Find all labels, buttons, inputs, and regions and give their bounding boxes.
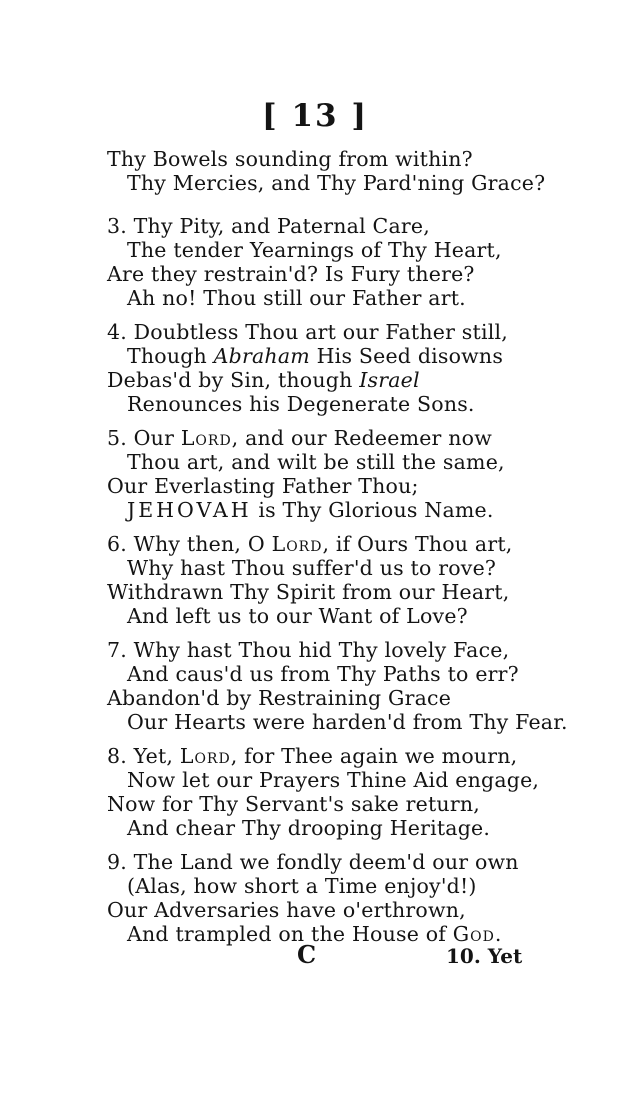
stanza-8-line-1 xyxy=(107,743,517,769)
stanza-6-line-1 xyxy=(107,531,513,557)
stanza-3-line-4: Ah no! Thou still our Father art. xyxy=(127,286,466,310)
stanza-5-line-4 xyxy=(127,497,494,523)
text-run: 8. Yet, xyxy=(107,744,180,768)
stanza-5-line-2: Thou art, and wilt be still the same, xyxy=(127,450,505,474)
text-run: , if Ours Thou art, xyxy=(322,532,513,556)
page-number: [ 13 ] xyxy=(262,98,369,134)
stanza-9-line-2: (Alas, how short a Time enjoy'd!) xyxy=(127,874,477,898)
stanza-4-line-1: 4. Doubtless Thou art our Father still, xyxy=(107,320,508,344)
stanza-4-line-3 xyxy=(107,367,420,393)
stanza-9-line-3: Our Adversaries have o'erthrown, xyxy=(107,898,466,922)
stanza-9-line-1: 9. The Land we fondly deem'd our own xyxy=(107,850,519,874)
stanza-7-line-3: Abandon'd by Restraining Grace xyxy=(107,686,452,710)
stanza-5-line-1 xyxy=(107,425,492,451)
stanza-3-line-2: The tender Yearnings of Thy Heart, xyxy=(127,238,502,262)
name-israel: Israel xyxy=(359,368,420,392)
text-run: 5. Our xyxy=(107,426,181,450)
text-run: , and our Redeemer now xyxy=(231,426,492,450)
stanza-3-line-3: Are they restrain'd? Is Fury there? xyxy=(107,262,475,286)
lord-small-caps: Lord xyxy=(180,426,232,450)
stanza-5-line-3: Our Everlasting Father Thou; xyxy=(107,474,419,498)
stanza-7-line-4: Our Hearts were harden'd from Thy Fear. xyxy=(127,710,568,734)
text-run: Debas'd by Sin, though xyxy=(107,368,360,392)
text-run: His Seed disowns xyxy=(309,344,504,368)
stanza-7-line-1: 7. Why hast Thou hid Thy lovely Face, xyxy=(107,638,510,662)
stanza-7-line-2: And caus'd us from Thy Paths to err? xyxy=(127,662,519,686)
stanza-4-line-4: Renounces his Degenerate Sons. xyxy=(127,392,475,416)
stanza-8-line-4: And chear Thy drooping Heritage. xyxy=(127,816,491,840)
text-run: 6. Why then, O xyxy=(107,532,272,556)
text-run: And trampled on the House of xyxy=(127,922,453,946)
stanza-8-line-3: Now for Thy Servant's sake return, xyxy=(107,792,480,816)
god-small-caps: God xyxy=(452,922,495,946)
lord-small-caps: Lord xyxy=(271,532,323,556)
stanza-3-line-1: 3. Thy Pity, and Paternal Care, xyxy=(107,214,430,238)
stanza-6-line-4: And left us to our Want of Love? xyxy=(127,604,468,628)
fragment-line-2: Thy Mercies, and Thy Pard'ning Grace? xyxy=(127,171,546,195)
stanza-4-line-2 xyxy=(127,343,503,369)
stanza-8-line-2: Now let our Prayers Thine Aid engage, xyxy=(127,768,540,792)
jehovah: JEHOVAH xyxy=(127,498,252,522)
name-abraham: Abraham xyxy=(213,344,310,368)
text-run: Though xyxy=(127,344,214,368)
fragment-line-1: Thy Bowels sounding from within? xyxy=(107,147,473,171)
text-run: is Thy Glorious Name. xyxy=(251,498,494,522)
lord-small-caps: Lord xyxy=(179,744,231,768)
stanza-6-line-2: Why hast Thou suffer'd us to rove? xyxy=(127,556,497,580)
stanza-6-line-3: Withdrawn Thy Spirit from our Heart, xyxy=(107,580,510,604)
text-run: , for Thee again we mourn, xyxy=(230,744,518,768)
text-run: . xyxy=(494,922,502,946)
signature-mark: C xyxy=(297,940,317,969)
catchword: 10. Yet xyxy=(446,944,523,968)
